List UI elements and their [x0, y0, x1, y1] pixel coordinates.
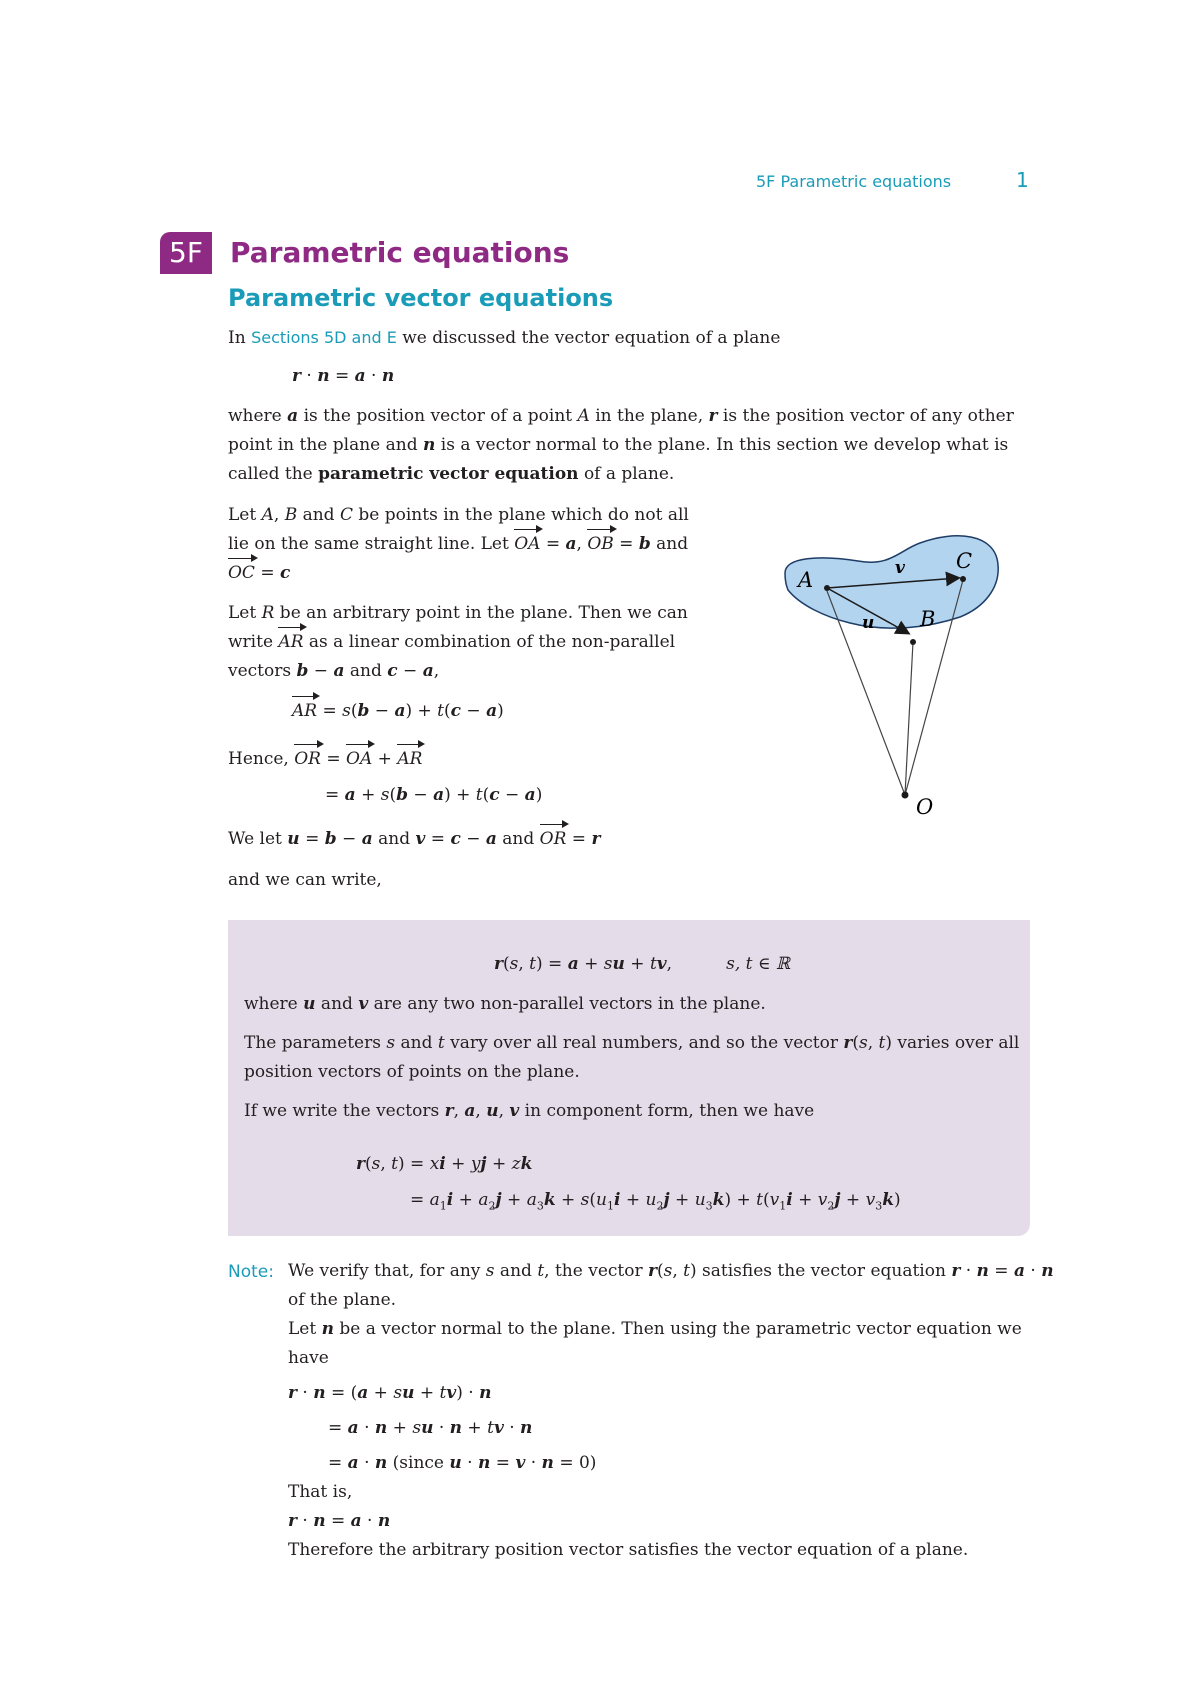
we-can-write: and we can write,	[228, 870, 382, 890]
intro-paragraph: In Sections 5D and E we discussed the vector equation of a plane	[228, 328, 781, 348]
or-equation: Hence, OR = OA + AR	[228, 745, 422, 774]
ar-equation: AR = s(b − a) + t(c − a)	[292, 697, 504, 726]
label-c: C	[956, 549, 973, 573]
note-label: Note:	[228, 1262, 274, 1282]
vector-equation: r · n = a · n	[292, 366, 395, 386]
sections-link[interactable]: Sections 5D and E	[251, 328, 397, 347]
point-a	[824, 585, 830, 591]
substitution-line: We let u = b − a and v = c − a and OR = r	[228, 825, 600, 854]
box-component-intro: If we write the vectors r, a, u, v in component form, then we have	[244, 1101, 815, 1121]
box-line-1: where u and v are any two non-parallel vectors in the plane.	[244, 994, 766, 1014]
section-subtitle: Parametric vector equations	[228, 284, 614, 312]
section-badge: 5F	[160, 232, 212, 274]
running-title: 5F Parametric equations	[756, 172, 952, 191]
plane-diagram	[780, 525, 1010, 815]
page-number: 1	[1016, 168, 1029, 192]
label-o: O	[916, 795, 934, 815]
parametric-equation: r(s, t) = a + su + tv, s, t ∈ ℝ	[494, 954, 791, 974]
point-c	[960, 576, 966, 582]
label-a: A	[798, 568, 814, 592]
parameter-field: s, t ∈ ℝ	[726, 954, 791, 974]
definition-paragraph: where a is the position vector of a point A in the plane, r is the position vector of any other point in the plane and n is a vector normal to the plane. In this section we develop what is called the parametric vector equation of a plane.	[228, 406, 1014, 484]
arbitrary-point-paragraph: Let R be an arbitrary point in the plane. Then we can write AR as a linear combination of the non-parallel vectors b − a and c − a,	[228, 603, 688, 681]
box-paragraph-parameters: The parameters s and t vary over all real numbers, and so the vector r(s, t) varies over all position vectors of points on the plane.	[244, 1033, 1020, 1082]
points-paragraph: Let A, B and C be points in the plane which do not all lie on the same straight line. Let OA = a, OB = b and OC = c	[228, 501, 708, 588]
component-equation-2: = $a_1i + a_2j + a_3k + s(u_1i + u_2j + u_3k) + t(v_1i + v_2j + v_3k)$	[410, 1190, 901, 1213]
section-title: Parametric equations	[230, 236, 570, 269]
component-equation-1: r(s, t) = xi + yj + zk	[356, 1154, 533, 1174]
label-b: B	[920, 607, 936, 631]
point-o	[902, 792, 909, 799]
point-b	[910, 639, 916, 645]
label-v: v	[895, 558, 905, 578]
label-u: u	[862, 613, 875, 633]
or-expansion: = a + s(b − a) + t(c − a)	[325, 785, 543, 805]
note-body: We verify that, for any s and t, the vector r(s, t) satisfies the vector equation r · n = a · n of the plane. Let n be a vector normal to the plane. Then using the parametric vector equation we have r · n = (a + su + tv) · n = a · n + su · n + tv · n = a · n (since u · n = v · n = 0) That is, r · n = a · n Therefore the arbitrary position vector satisfies the vector equation of a plane.	[288, 1261, 1054, 1560]
